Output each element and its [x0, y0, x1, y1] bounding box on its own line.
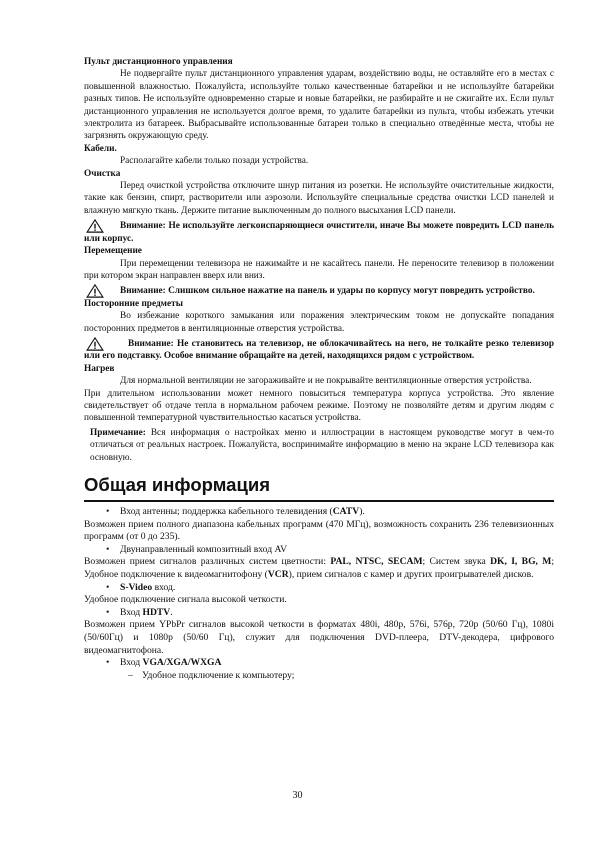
objects-text: Во избежание короткого замыкания или поражения электрическим током не допускайте попадания посторонних предметов в вентиляционные отверстия устройства. [84, 311, 554, 334]
objects-heading: Посторонние предметы [84, 298, 183, 309]
cleaning-text: Перед очисткой устройства отключите шнур питания из розетки. Не используйте очистительные жидкости, такие как бензин, спирт, растворители или аэрозоли. Используйте специальные средства очистки LCD панелей и влажную мягкую ткань. Держите питание выключенным до полного высыхания LCD панели. [84, 181, 554, 216]
section-title: Общая информация [84, 474, 270, 495]
note-text: Вся информация о настройках меню и иллюстрации в настоящем руководстве могут в чем-то отличаться от реальных настроек. Пожалуйста, воспринимайте информацию в меню на экране LCD телевизора как основную. [90, 427, 554, 463]
list-item: • Вход HDTV. [84, 607, 554, 620]
list-item-description: Удобное подключение сигнала высокой четкости. [84, 594, 287, 606]
moving-text: При перемещении телевизора не нажимайте и не касайтесь панели. Не переносите телевизор в положении при котором экран направлен вверх или вниз. [84, 258, 554, 281]
note [84, 427, 554, 464]
list-item: • Вход VGA/XGA/WXGA [84, 657, 554, 670]
warning-icon [86, 284, 104, 298]
remote-heading: Пульт дистанционного управления [84, 57, 233, 67]
heating-heading: Нагрев [84, 363, 115, 374]
cleaning-heading: Очистка [84, 168, 121, 179]
list-item-description: Возможен прием YPbPr сигналов высокой четкости в форматах 480i, 480p, 576i, 576p, 720p (50/60 Гц), 1080i (50/60Гц) и 1080p (50/60 Гц), служит для подключения DVD-плеера, DTV-декодера, цифрового видеомагнитофона. [84, 619, 554, 656]
page-number: 30 [292, 790, 303, 801]
list-item: • Двунаправленный композитный вход AV [84, 544, 554, 557]
note-label: Примечание: [90, 427, 146, 438]
list-item: • Вход антенны; поддержка кабельного телевидения (CATV). [84, 506, 554, 519]
cables-text: Располагайте кабели только позади устройства. [120, 156, 309, 167]
heating-text-1: Для нормальной вентиляции не загораживайте и не покрывайте вентиляционные отверстия устройства. [120, 376, 532, 387]
heating-text-2: При длительном использовании может немного повыситься температура корпуса устройства. Это явление свидетельствует об отдаче тепла в нормальном рабочем режиме. Поэтому не позволяйте детям и другим людям с повышенной температурной чувствительностью касаться устройства. [84, 388, 554, 424]
cleaning-warning: Внимание: Не используйте легкоиспаряющиеся очистители, иначе Вы можете повредить LCD панель или корпус. [84, 221, 554, 244]
warning-icon [86, 219, 104, 233]
sub-list-item: – Удобное подключение к компьютеру; [84, 670, 554, 683]
objects-warning: Внимание: Не становитесь на телевизор, не облокачивайтесь на него, не толкайте резко телевизор или его подставку. Особое внимание обращайте на детей, находящихся рядом с устройством. [84, 338, 554, 362]
section-divider [84, 500, 554, 502]
moving-warning: Внимание: Слишком сильное нажатие на панель и удары по корпусу могут повредить устройство. [84, 284, 554, 297]
cables-heading: Кабели. [84, 143, 117, 154]
manual-page [84, 56, 554, 682]
general-info [84, 506, 554, 682]
list-item-description: Возможен прием полного диапазона кабельных программ (470 МГц), возможность сохранить 236 телевизионных программ (от 0 до 235). [84, 518, 554, 543]
list-item-description: Возможен прием сигналов различных систем цветности: PAL, NTSC, SECAM; Систем звука DK, I, BG, M; Удобное подключение к видеомагнитофону (VCR), прием сигналов с камер и других проигрывателей дисков. [84, 556, 554, 580]
warning-icon [86, 337, 104, 351]
list-item: • S-Video вход. [84, 582, 554, 595]
moving-heading: Перемещение [84, 246, 142, 257]
remote-text: Не подвергайте пульт дистанционного управления ударам, воздействию воды, не оставляйте его в местах с повышенной влажностью. Пожалуйста, используйте только качественные батарейки и не используйте батарейки разных типов. Не используйте одновременно старые и новые батарейки, не разбирайте и не сжигайте их. Если пульт дистанционного управления не используется долгое время, то удалите батарейки из пульта, чтобы избежать утечки электролита из батареек. Выбрасывайте использованные батареи только в специально отведённые места, чтобы не загрязнять окружающую среду. [84, 69, 554, 142]
